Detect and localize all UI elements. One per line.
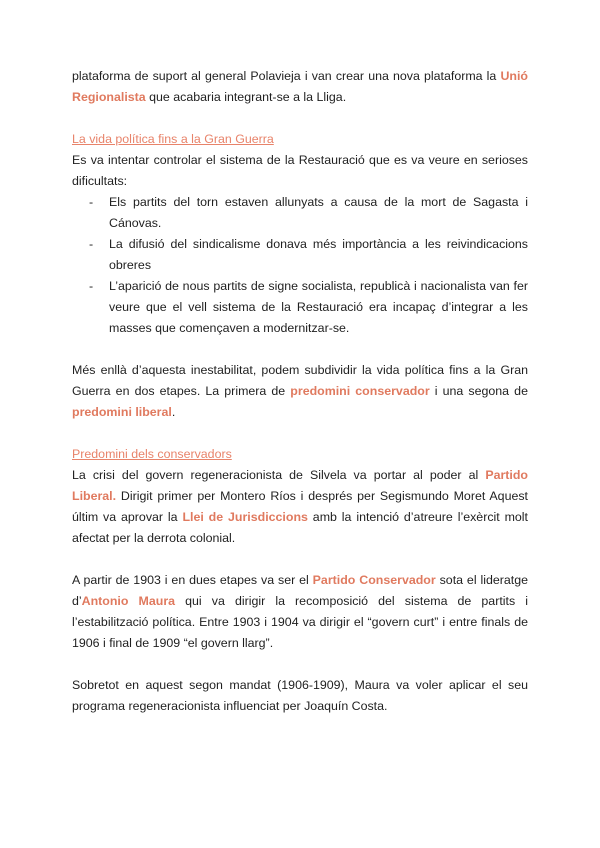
- dash-bullet: -: [89, 195, 94, 209]
- text-span: La crisi del govern regeneracionista de Silvela va portar al poder al: [72, 468, 486, 482]
- highlight-predomini-conservador: predomini conservador: [290, 384, 430, 398]
- highlight-llei-jurisdiccions: Llei de Jurisdiccions: [182, 510, 308, 524]
- highlight-antonio-maura: Antonio Maura: [81, 594, 176, 608]
- list-item: [72, 192, 528, 234]
- section-heading-predomini-conservadors[interactable]: Predomini dels conservadors: [72, 447, 232, 461]
- dash-bullet: -: [89, 279, 94, 293]
- text-span: A partir de 1903 i en dues etapes va ser el: [72, 573, 313, 587]
- text-span: qui va dirigir la recomposició del sistema de partits i l’estabilització política. Entre 1903 i 1904 va dirigir el “govern curt” i entre finals de 1906 i final de 1909 “el govern llarg”.: [72, 594, 529, 650]
- highlight-partido-conservador: Partido Conservador: [312, 573, 436, 587]
- highlight-predomini-liberal: predomini liberal: [72, 405, 172, 419]
- list-item-text: La difusió del sindicalisme donava més importància a les reivindicacions obreres: [109, 237, 528, 272]
- text-span: sota el lideratge d’: [72, 573, 529, 608]
- text-span: Dirigit primer per Montero Ríos i després per Segismundo Moret Aquest últim va aprovar la: [72, 489, 528, 524]
- list-item: [72, 276, 528, 339]
- intro-text-2: que acabaria integrant-se a la Lliga.: [145, 90, 347, 104]
- section2-paragraph-2: [72, 570, 528, 654]
- section1-paragraph-2: [72, 360, 528, 423]
- text-span: .: [171, 405, 176, 419]
- highlight-unio-regionalista: Unió Regionalista: [72, 69, 528, 104]
- intro-paragraph: [72, 66, 528, 108]
- text-span: Més enllà d’aquesta inestabilitat, podem subdividir la vida política fins a la Gran Guerra en dos etapes. La primera de: [72, 363, 528, 398]
- section1-lead: Es va intentar controlar el sistema de la Restauració que es va veure en serioses dificultats:: [72, 153, 528, 188]
- difficulties-list: [72, 192, 528, 339]
- list-item: [72, 234, 528, 276]
- section2-paragraph-1: [72, 465, 528, 549]
- intro-text-1: plataforma de suport al general Polavieja i van crear una nova plataforma la: [72, 69, 501, 83]
- dash-bullet: -: [89, 237, 94, 251]
- document-page: [72, 66, 528, 717]
- text-span: i una segona de: [429, 384, 528, 398]
- list-item-text: Els partits del torn estaven allunyats a causa de la mort de Sagasta i Cánovas.: [109, 195, 528, 230]
- highlight-partido-liberal: Partido Liberal.: [72, 468, 528, 503]
- section-heading-vida-politica[interactable]: La vida política fins a la Gran Guerra: [72, 132, 274, 146]
- list-item-text: L’aparició de nous partits de signe socialista, republicà i nacionalista van fer veure que el vell sistema de la Restauració era incapaç d’integrar a les masses que començaven a modernitzar-se.: [109, 279, 528, 335]
- section2-paragraph-3: Sobretot en aquest segon mandat (1906-1909), Maura va voler aplicar el seu programa regeneracionista influenciat per Joaquín Costa.: [72, 678, 528, 713]
- text-span: amb la intenció d’atreure l’exèrcit molt afectat per la derrota colonial.: [72, 510, 528, 545]
